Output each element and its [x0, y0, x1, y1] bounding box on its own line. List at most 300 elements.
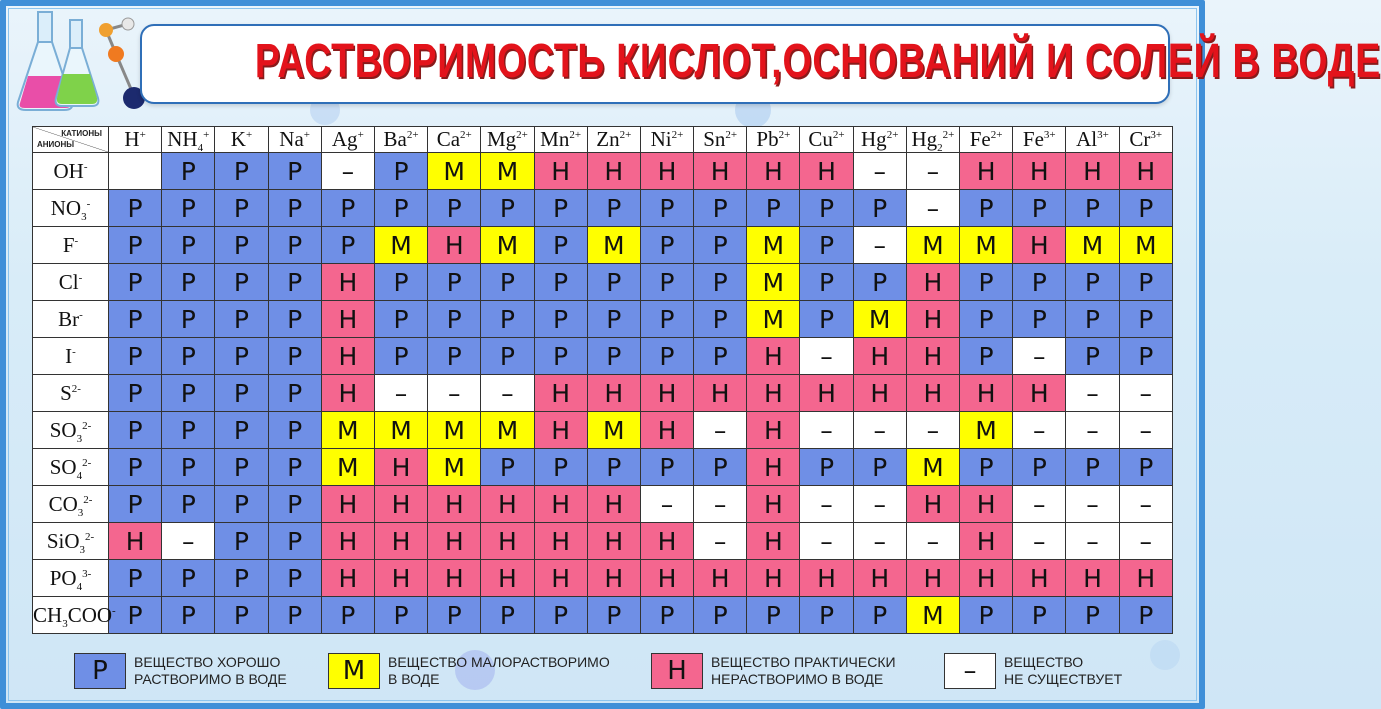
ion-base: Ba [383, 127, 407, 151]
ion-base: NO [50, 195, 82, 220]
solubility-cell: Н [1013, 560, 1066, 597]
solubility-cell: Н [640, 375, 693, 412]
cation-header [321, 127, 374, 153]
solubility-cell: – [1013, 523, 1066, 560]
anion-header [33, 301, 109, 338]
table-row [33, 264, 1173, 301]
solubility-cell: Н [587, 560, 640, 597]
cation-formula [124, 127, 145, 151]
anion-header [33, 412, 109, 449]
solubility-cell: Р [640, 338, 693, 375]
solubility-cell: Р [694, 190, 747, 227]
solubility-cell: М [747, 264, 800, 301]
solubility-cell: Р [694, 338, 747, 375]
solubility-cell: Р [109, 301, 162, 338]
solubility-cell: Р [587, 190, 640, 227]
ion-subscript: 3 [76, 432, 83, 445]
cation-formula [1023, 127, 1056, 151]
solubility-cell: Р [960, 301, 1013, 338]
solubility-cell: Р [215, 560, 268, 597]
solubility-cell: М [481, 412, 534, 449]
ion-charge: 2+ [406, 129, 419, 141]
ion-charge: 2+ [778, 129, 791, 141]
solubility-cell: Р [1066, 301, 1119, 338]
solubility-cell: Н [694, 153, 747, 190]
legend-text-insoluble [711, 654, 896, 688]
ion-charge: - [83, 160, 88, 173]
ion-base: Fe [1022, 127, 1044, 151]
ion-charge: 2- [82, 456, 92, 469]
ion-base: Cl [58, 269, 79, 294]
table-row [33, 412, 1173, 449]
solubility-cell: Р [481, 338, 534, 375]
solubility-cell: М [747, 227, 800, 264]
solubility-cell: Р [109, 412, 162, 449]
solubility-cell: Р [374, 338, 427, 375]
solubility-cell: Р [640, 227, 693, 264]
solubility-cell: Н [321, 375, 374, 412]
solubility-cell: Н [694, 560, 747, 597]
solubility-cell: Р [694, 301, 747, 338]
solubility-cell: Р [374, 597, 427, 634]
solubility-cell: Н [747, 412, 800, 449]
solubility-cell: Р [694, 449, 747, 486]
ion-base: Al [1076, 127, 1098, 151]
solubility-cell: М [906, 227, 959, 264]
solubility-cell: – [428, 375, 481, 412]
cation-header [853, 127, 906, 153]
solubility-cell: Н [534, 523, 587, 560]
cation-formula [332, 127, 364, 151]
solubility-cell: Р [321, 597, 374, 634]
solubility-cell: Н [481, 486, 534, 523]
ion-charge: + [245, 129, 253, 141]
cation-formula [861, 127, 898, 151]
solubility-cell: Р [162, 338, 215, 375]
ion-charge: - [72, 345, 76, 358]
ion-charge: 2+ [619, 129, 632, 141]
legend-line: В ВОДЕ [388, 671, 440, 687]
solubility-cell: Р [428, 301, 481, 338]
solubility-cell: Р [534, 338, 587, 375]
ion-base: Sn [703, 127, 726, 151]
anion-header [33, 153, 109, 190]
table-row [33, 153, 1173, 190]
solubility-cell: Р [268, 449, 321, 486]
cation-formula [1076, 127, 1109, 151]
solubility-cell: Р [428, 264, 481, 301]
ion-subscript: 3 [77, 506, 84, 519]
ion-base: Hg [861, 127, 887, 151]
solubility-cell: Р [534, 227, 587, 264]
anion-formula [60, 381, 81, 405]
solubility-cell: Р [853, 449, 906, 486]
solubility-cell: Р [428, 597, 481, 634]
page-title: РАСТВОРИМОСТЬ КИСЛОТ,ОСНОВАНИЙ И СОЛЕЙ В ВОДЕ [254, 35, 1381, 88]
legend-line: РАСТВОРИМО В ВОДЕ [134, 671, 287, 687]
solubility-cell: Н [321, 301, 374, 338]
solubility-cell: Н [587, 486, 640, 523]
solubility-cell: – [853, 153, 906, 190]
anion-formula [49, 417, 92, 445]
solubility-cell: – [1066, 412, 1119, 449]
solubility-cell: Р [321, 190, 374, 227]
solubility-cell: – [1013, 412, 1066, 449]
ion-base: CO [48, 491, 78, 516]
ion-charge: + [303, 129, 311, 141]
solubility-cell: Р [800, 190, 853, 227]
ion-subscript: 4 [197, 142, 204, 155]
ion-base: Mg [486, 127, 517, 151]
table-row [33, 486, 1173, 523]
solubility-cell: Р [640, 301, 693, 338]
solubility-cell: Н [321, 560, 374, 597]
solubility-cell: М [906, 449, 959, 486]
legend-line: ВЕЩЕСТВО МАЛОРАСТВОРИМО [388, 654, 610, 670]
solubility-cell: Р [640, 449, 693, 486]
anion-header [33, 338, 109, 375]
solubility-cell: – [321, 153, 374, 190]
solubility-cell: Н [960, 375, 1013, 412]
solubility-cell: – [1013, 338, 1066, 375]
solubility-cell: Р [1119, 264, 1172, 301]
cation-formula [703, 127, 737, 151]
ion-subscript: 3 [81, 210, 87, 223]
ion-base: Hg [911, 127, 938, 151]
cation-header [587, 127, 640, 153]
solubility-cell: Н [747, 486, 800, 523]
legend-swatch-soluble: Р [74, 653, 126, 689]
ion-base: Cr [1129, 127, 1151, 151]
solubility-cell: Н [428, 523, 481, 560]
anion-header [33, 560, 109, 597]
solubility-cell: Р [800, 301, 853, 338]
cation-formula [651, 127, 684, 151]
solubility-cell: Р [1119, 301, 1172, 338]
ion-charge: 3+ [1043, 129, 1056, 141]
cation-header [694, 127, 747, 153]
solubility-cell: Н [321, 264, 374, 301]
ion-charge: - [79, 308, 83, 321]
table-row [33, 375, 1173, 412]
solubility-cell: Р [587, 338, 640, 375]
solubility-cell: Р [109, 560, 162, 597]
ion-charge: + [357, 129, 364, 141]
chemistry-flasks-icon [10, 6, 145, 114]
solubility-cell: Н [321, 523, 374, 560]
ion-charge: 2- [82, 419, 92, 432]
anion-formula [48, 491, 93, 519]
solubility-cell: Р [800, 227, 853, 264]
anion-formula [59, 270, 83, 294]
anion-formula [63, 233, 78, 257]
solubility-cell: Н [640, 153, 693, 190]
solubility-cell: Р [747, 190, 800, 227]
cation-header [1066, 127, 1119, 153]
ion-charge: 2+ [886, 129, 899, 141]
solubility-cell: Н [960, 523, 1013, 560]
solubility-cell: Н [960, 486, 1013, 523]
solubility-cell: Р [321, 227, 374, 264]
solubility-cell: Р [109, 375, 162, 412]
ion-base: S [60, 380, 72, 405]
solubility-cell: Н [109, 523, 162, 560]
legend-line: НЕ СУЩЕСТВУЕТ [1004, 671, 1123, 687]
solubility-cell: Р [640, 190, 693, 227]
solubility-cell: М [428, 153, 481, 190]
table-row [33, 597, 1173, 634]
solubility-cell: Н [960, 560, 1013, 597]
solubility-cell: М [481, 153, 534, 190]
solubility-cell: М [428, 449, 481, 486]
ion-base: SiO [46, 528, 80, 553]
solubility-cell: – [800, 486, 853, 523]
solubility-cell: Р [109, 264, 162, 301]
solubility-cell: Н [747, 375, 800, 412]
corner-anions-label: АНИОНЫ [37, 140, 75, 149]
solubility-cell: Р [800, 264, 853, 301]
cation-header [481, 127, 534, 153]
cation-header [906, 127, 959, 153]
solubility-cell: Р [534, 301, 587, 338]
corner-cations-label: КАТИОНЫ [61, 129, 102, 138]
cation-formula [540, 127, 581, 151]
solubility-cell: М [374, 227, 427, 264]
solubility-cell: М [374, 412, 427, 449]
ion-base: F [62, 232, 75, 257]
cation-header [268, 127, 321, 153]
solubility-cell: – [1119, 412, 1172, 449]
ion-charge: 2+ [725, 129, 738, 141]
solubility-cell: Р [960, 338, 1013, 375]
solubility-cell: Р [215, 264, 268, 301]
solubility-cell: Р [1119, 190, 1172, 227]
solubility-cell: Р [800, 597, 853, 634]
cation-formula [384, 127, 419, 151]
solubility-cell: М [481, 227, 534, 264]
solubility-cell: – [1066, 486, 1119, 523]
ion-base: NH [167, 127, 198, 151]
solubility-cell: Н [374, 560, 427, 597]
cation-formula [808, 127, 844, 151]
anion-formula [58, 307, 83, 331]
ion-base: I [65, 343, 73, 368]
anion-formula [65, 344, 76, 368]
solubility-cell: Р [481, 597, 534, 634]
solubility-cell: Р [374, 264, 427, 301]
ion-base: Ca [436, 127, 461, 151]
legend-swatch-slightly: М [328, 653, 380, 689]
ion-charge: 2+ [460, 129, 472, 141]
ion-base: H [124, 127, 140, 151]
ion-base: Zn [596, 127, 620, 151]
solubility-cell: – [853, 227, 906, 264]
solubility-cell: Р [481, 449, 534, 486]
solubility-cell: Н [428, 227, 481, 264]
solubility-cell: Р [587, 597, 640, 634]
ion-base: K [230, 127, 246, 151]
ion-charge: 2+ [832, 129, 845, 141]
solubility-cell: Р [1013, 301, 1066, 338]
ion-charge: 2- [85, 530, 95, 543]
solubility-cell: М [960, 412, 1013, 449]
header-corner [33, 127, 109, 153]
solubility-cell: Р [428, 190, 481, 227]
anion-formula [49, 454, 92, 482]
cation-header [428, 127, 481, 153]
solubility-cell: Н [694, 375, 747, 412]
cation-formula [437, 127, 472, 151]
solubility-cell: М [428, 412, 481, 449]
ion-charge: 2+ [942, 129, 955, 141]
solubility-cell: – [853, 412, 906, 449]
solubility-cell: М [747, 301, 800, 338]
solubility-cell: Н [374, 523, 427, 560]
solubility-cell: – [1013, 486, 1066, 523]
solubility-cell: Р [268, 190, 321, 227]
solubility-cell: Р [1066, 338, 1119, 375]
solubility-cell: Р [428, 338, 481, 375]
solubility-cell: Р [1013, 597, 1066, 634]
table-row [33, 523, 1173, 560]
ion-base: SO [49, 417, 77, 442]
ion-charge: - [86, 197, 91, 210]
legend-text-none [1004, 654, 1122, 688]
solubility-cell: Н [906, 486, 959, 523]
solubility-cell: – [481, 375, 534, 412]
ion-subscript: 3 [79, 543, 85, 556]
solubility-cell: Н [481, 523, 534, 560]
solubility-cell: Р [960, 597, 1013, 634]
solubility-cell: М [1066, 227, 1119, 264]
solubility-cell: Р [1119, 338, 1172, 375]
solubility-cell: Н [374, 486, 427, 523]
legend-line: НЕРАСТВОРИМО В ВОДЕ [711, 671, 884, 687]
solubility-cell: М [853, 301, 906, 338]
ion-base: Br [58, 306, 80, 331]
solubility-cell: Н [906, 375, 959, 412]
cation-header [1119, 127, 1172, 153]
ion-base: SO [49, 454, 77, 479]
legend-line: ВЕЩЕСТВО [1004, 654, 1084, 670]
table-row [33, 449, 1173, 486]
ion-charge: + [139, 129, 146, 141]
ion-subscript: 4 [76, 580, 83, 593]
solubility-cell: Н [640, 560, 693, 597]
solubility-cell: Р [268, 301, 321, 338]
solubility-cell: Р [374, 301, 427, 338]
solubility-cell: Р [1119, 597, 1172, 634]
ion-charge: 2+ [569, 129, 582, 141]
anion-header [33, 227, 109, 264]
solubility-cell: Н [640, 523, 693, 560]
solubility-cell: Н [906, 560, 959, 597]
ion-charge: 3- [82, 567, 92, 580]
cation-header [640, 127, 693, 153]
solubility-cell: Н [534, 153, 587, 190]
ion-subscript: 2 [937, 142, 943, 155]
anion-formula [49, 565, 92, 593]
solubility-cell: – [1066, 375, 1119, 412]
solubility-cell: М [587, 227, 640, 264]
table-row [33, 190, 1173, 227]
solubility-cell: Н [321, 338, 374, 375]
legend-insoluble [651, 652, 896, 690]
ion-charge: 2- [83, 493, 93, 506]
ion-charge: 3+ [1150, 129, 1163, 141]
solubility-cell: Р [853, 597, 906, 634]
solubility-cell: Р [162, 597, 215, 634]
solubility-cell: Р [1066, 190, 1119, 227]
solubility-cell: Н [906, 338, 959, 375]
solubility-cell: Н [747, 153, 800, 190]
solubility-cell: М [960, 227, 1013, 264]
solubility-cell: Н [1066, 560, 1119, 597]
legend-none [944, 652, 1122, 690]
solubility-cell: – [1119, 375, 1172, 412]
solubility-cell: Р [1013, 449, 1066, 486]
solubility-cell: – [640, 486, 693, 523]
solubility-cell: Р [215, 190, 268, 227]
solubility-table [32, 126, 1173, 634]
solubility-cell: Р [694, 264, 747, 301]
solubility-cell: Р [268, 560, 321, 597]
legend-slightly [328, 652, 610, 690]
cation-formula [167, 127, 210, 155]
solubility-cell: Н [1013, 153, 1066, 190]
solubility-cell: Н [960, 153, 1013, 190]
solubility-cell: Н [747, 338, 800, 375]
solubility-cell: М [587, 412, 640, 449]
cation-formula [279, 127, 310, 151]
cation-header-row [33, 127, 1173, 153]
solubility-cell: – [853, 486, 906, 523]
solubility-cell: Р [587, 449, 640, 486]
ion-charge: 3+ [1097, 129, 1109, 141]
solubility-cell: – [906, 523, 959, 560]
solubility-cell: Н [640, 412, 693, 449]
solubility-cell: Р [215, 338, 268, 375]
solubility-cell: – [906, 412, 959, 449]
legend-swatch-none: – [944, 653, 996, 689]
ion-charge: 2+ [516, 129, 528, 141]
solubility-table-wrapper [32, 126, 1173, 634]
anion-header [33, 486, 109, 523]
solubility-cell: Р [109, 486, 162, 523]
solubility-cell: – [1119, 523, 1172, 560]
ion-base: Pb [756, 127, 779, 151]
cation-header [215, 127, 268, 153]
cation-header [374, 127, 427, 153]
legend-text-soluble [134, 654, 287, 688]
solubility-cell: Р [268, 153, 321, 190]
ion-subscript: 3 [62, 617, 68, 630]
ion-base: COO [67, 602, 113, 627]
table-row [33, 560, 1173, 597]
anion-header [33, 449, 109, 486]
solubility-cell: Н [321, 486, 374, 523]
solubility-cell: Н [747, 560, 800, 597]
ion-charge: 2+ [671, 129, 684, 141]
solubility-cell: – [853, 523, 906, 560]
solubility-cell: Н [428, 560, 481, 597]
solubility-cell: Н [800, 560, 853, 597]
solubility-cell: Н [906, 301, 959, 338]
solubility-cell: Р [640, 264, 693, 301]
solubility-cell: – [694, 523, 747, 560]
cation-header [109, 127, 162, 153]
solubility-cell: Р [268, 227, 321, 264]
